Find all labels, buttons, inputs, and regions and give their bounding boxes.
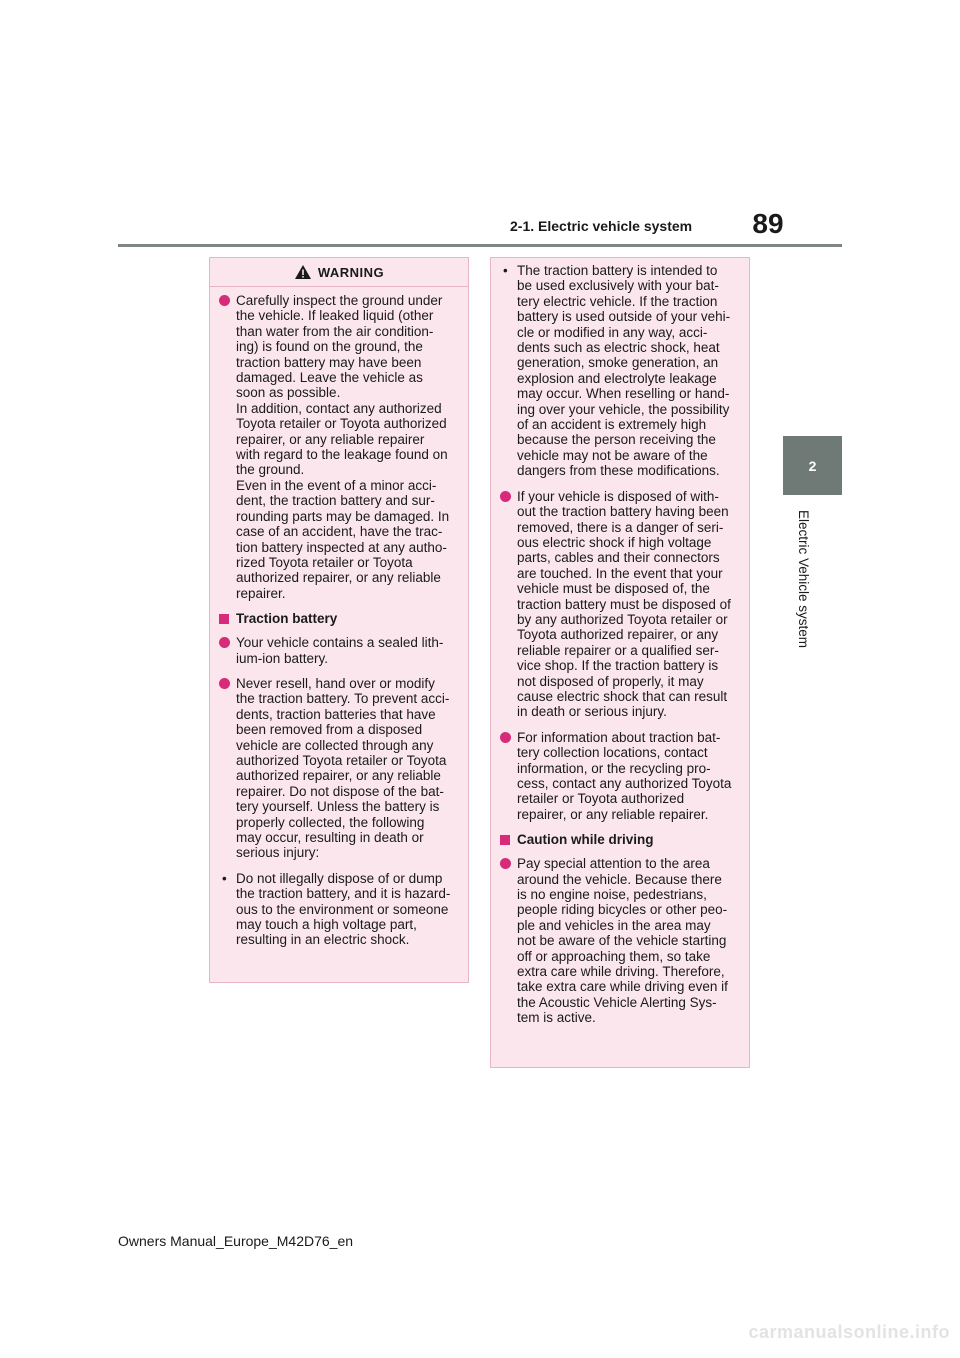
paragraph-text: Carefully inspect the ground under the vehicle. If leaked liquid (other than water from the air condition- ing) is found on the ground, the traction battery may have been damaged. Leave the vehicle as soon as possible. In addition, contact any authorized Toyota retailer or Toyota authorized repairer, or any reliable repairer with regard to the leakage found on the ground. Even in the event of a minor acci- dent, the traction battery and sur- rounding parts may be damaged. In case of an accident, have the trac- tion battery inspected at any autho- rized Toyota retailer or Toyota authorized repairer, or any reliable repairer.: [236, 293, 450, 601]
circle-bullet-icon: [219, 678, 230, 689]
warning-content-right: [491, 258, 749, 1026]
paragraph-text: Never resell, hand over or modify the traction battery. To prevent acci- dents, traction batteries that have been removed from a disposed vehicle are collected through any authorized Toyota retailer or Toyota authorized repairer, or any reliable repairer. Do not dispose of the bat- tery yourself. Unless the battery is properly collected, the following may occur, resulting in death or serious injury:: [236, 675, 450, 861]
paragraph-text: The traction battery is intended to be used exclusively with your bat- tery electric vehicle. If the traction battery is used outside of your vehi- cle or modified in any way, acci- dents such as electric shock, heat generation, smoke generation, an explosion and electrolyte leakage may occur. When reselling or hand- ing over your vehicle, the possibility of an accident is extremely high because the person receiving the vehicle may not be aware of the dangers from these modifications.: [517, 263, 731, 479]
warning-label: WARNING: [317, 264, 385, 280]
bullet-item: [499, 730, 739, 822]
warning-header: [210, 258, 468, 287]
section-title: 2-1. Electric vehicle system: [510, 218, 693, 234]
chapter-title: Electric Vehicle system: [796, 510, 811, 649]
bullet-item: [218, 635, 458, 666]
circle-bullet-icon: [500, 732, 511, 743]
warning-box-left: [209, 257, 469, 983]
paragraph-text: For information about traction bat- tery collection locations, contact information, or the recycling pro- cess, contact any authorized Toyota retailer or Toyota authorized repairer, or any reliable repairer.: [517, 729, 732, 822]
chapter-tab[interactable]: [783, 436, 842, 495]
warning-box-right: [490, 257, 750, 1068]
section-heading: [499, 832, 739, 848]
warning-content-left: [210, 287, 468, 948]
circle-bullet-icon: [219, 637, 230, 648]
dot-item: [218, 871, 458, 948]
header-rule: [118, 244, 842, 247]
paragraph-text: Do not illegally dispose of or dump the traction battery, and it is hazard- ous to the environment or someone may touch a high voltage part, resulting in an electric shock.: [236, 870, 451, 948]
bullet-item: [499, 489, 739, 720]
dot-item: [499, 263, 739, 479]
paragraph-text: Pay special attention to the area around the vehicle. Because there is no engine noise, pedestrians, people riding bicycles or other peo- ple and vehicles in the area may not be aware of the vehicle starting off or approaching them, so take extra care while driving. Therefore, take extra care while driving even if the Acoustic Vehicle Alerting Sys- tem is active.: [517, 856, 728, 1026]
dot-marker: •: [222, 870, 227, 886]
square-bullet-icon: [500, 835, 510, 845]
warning-triangle-icon: [294, 264, 312, 280]
bullet-item: [218, 293, 458, 601]
section-heading-text: Caution while driving: [517, 832, 654, 848]
watermark-text: carmanualsonline.info: [748, 1322, 950, 1342]
circle-bullet-icon: [219, 295, 230, 306]
manual-id: Owners Manual_Europe_M42D76_en: [118, 1233, 354, 1249]
circle-bullet-icon: [500, 858, 511, 869]
section-heading-text: Traction battery: [236, 611, 338, 627]
circle-bullet-icon: [500, 491, 511, 502]
dot-marker: •: [503, 263, 508, 278]
section-heading: [218, 611, 458, 627]
paragraph-text: If your vehicle is disposed of with- out the traction battery having been removed, there is a danger of seri- ous electric shock if high voltage parts, cables and their connectors are touched. In the event that your vehicle must be disposed of, the traction battery must be disposed of by any authorized Toyota retailer or Toyota authorized repairer, or any reliable repairer or a qualified ser- vice shop. If the traction battery is not disposed of properly, it may cause electric shock that can result in death or serious injury.: [517, 488, 731, 720]
bullet-item: [499, 856, 739, 1025]
square-bullet-icon: [219, 614, 229, 624]
bullet-item: [218, 676, 458, 861]
chapter-number: 2: [808, 457, 817, 474]
paragraph-text: Your vehicle contains a sealed lith- ium-ion battery.: [236, 635, 444, 666]
page-number: 89: [752, 208, 784, 239]
